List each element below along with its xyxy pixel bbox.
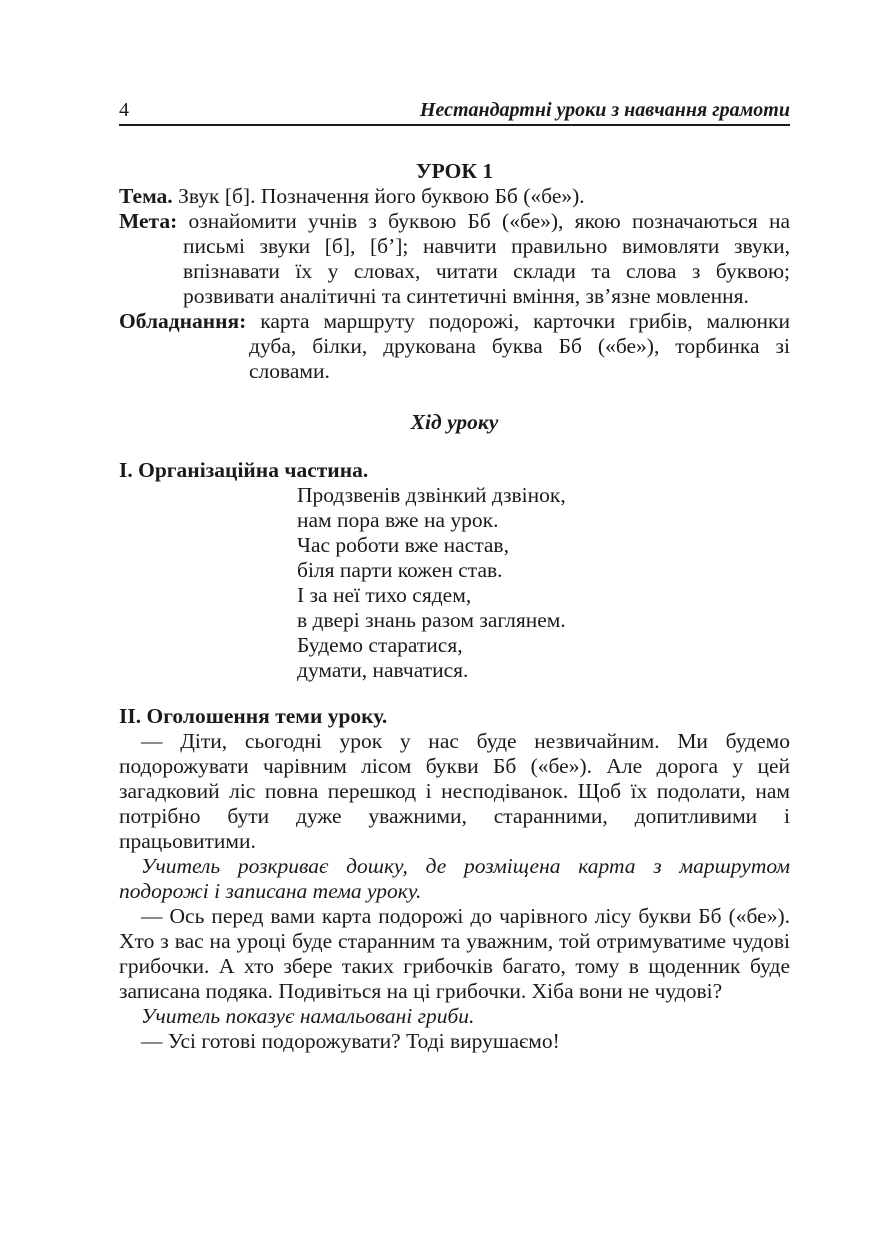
meta-block bbox=[119, 209, 790, 309]
equipment-text: карта маршруту подорожі, карточки грибів, малюнки дуба, білки, друкована буква Бб («бе»), торбинка зі словами. bbox=[249, 309, 790, 383]
poem-line: думати, навчатися. bbox=[297, 658, 469, 682]
stage-direction: Учитель показує намальовані гриби. bbox=[141, 1004, 475, 1028]
meta-label: Мета: bbox=[119, 209, 178, 233]
tema-text: Звук [б]. Позначення його буквою Бб («бе»). bbox=[178, 184, 585, 208]
tema-label: Тема. bbox=[119, 184, 173, 208]
poem-line: І за неї тихо сядем, bbox=[297, 583, 472, 607]
running-header bbox=[119, 98, 790, 126]
running-title: Нестандартні уроки з навчання грамоти bbox=[419, 99, 790, 121]
section1-heading: I. Організаційна частина. bbox=[119, 458, 369, 482]
tema-line bbox=[119, 184, 790, 209]
poem-line: в двері знань разом заглянем. bbox=[297, 608, 566, 632]
poem-line: Час роботи вже настав, bbox=[297, 533, 509, 557]
page-content bbox=[119, 98, 790, 1054]
page-number: 4 bbox=[119, 99, 129, 121]
paragraph: — Усі готові подорожувати? Тоді вирушаємо! bbox=[141, 1029, 560, 1053]
section2-heading: II. Оголошення теми уроку. bbox=[119, 704, 388, 728]
poem-line: нам пора вже на урок. bbox=[297, 508, 499, 532]
course-heading: Хід уроку bbox=[410, 410, 499, 434]
paragraph: — Діти, сьогодні урок у нас буде незвичайним. Ми будемо подорожувати чарівним лісом букви Бб («бе»). Але дорога у цей загадковий ліс повна перешкод і несподіванок. Щоб їх подолати, нам потрібно бути дуже уважними, старанними, допитливими і працьовитими. bbox=[119, 729, 790, 853]
meta-text: ознайомити учнів з буквою Бб («бе»), якою позначаються на письмі звуки [б], [б’]; навчити правильно вимовляти звуки, впізнавати їх у словах, читати склади та слова з буквою; розвивати аналітичні та синтетичні вміння, зв’язне мовлення. bbox=[183, 209, 790, 308]
poem-line: Продзвенів дзвінкий дзвінок, bbox=[297, 483, 566, 507]
lesson-title: УРОК 1 bbox=[415, 159, 494, 183]
stage-direction: Учитель розкриває дошку, де розміщена карта з маршрутом подорожі і записана тема уроку. bbox=[119, 854, 790, 903]
poem-line: Будемо старатися, bbox=[297, 633, 463, 657]
poem-line: біля парти кожен став. bbox=[297, 558, 503, 582]
poem bbox=[297, 483, 790, 683]
paragraph: — Ось перед вами карта подорожі до чарівного лісу букви Бб («бе»). Хто з вас на уроці буде старанним та уважним, той отримуватиме чудові грибочки. А хто збере таких грибочків багато, тому в щоденник буде записана подяка. Подивіться на ці грибочки. Хіба вони не чудові? bbox=[119, 904, 790, 1003]
equipment-block bbox=[119, 309, 790, 384]
equipment-label: Обладнання: bbox=[119, 309, 247, 333]
